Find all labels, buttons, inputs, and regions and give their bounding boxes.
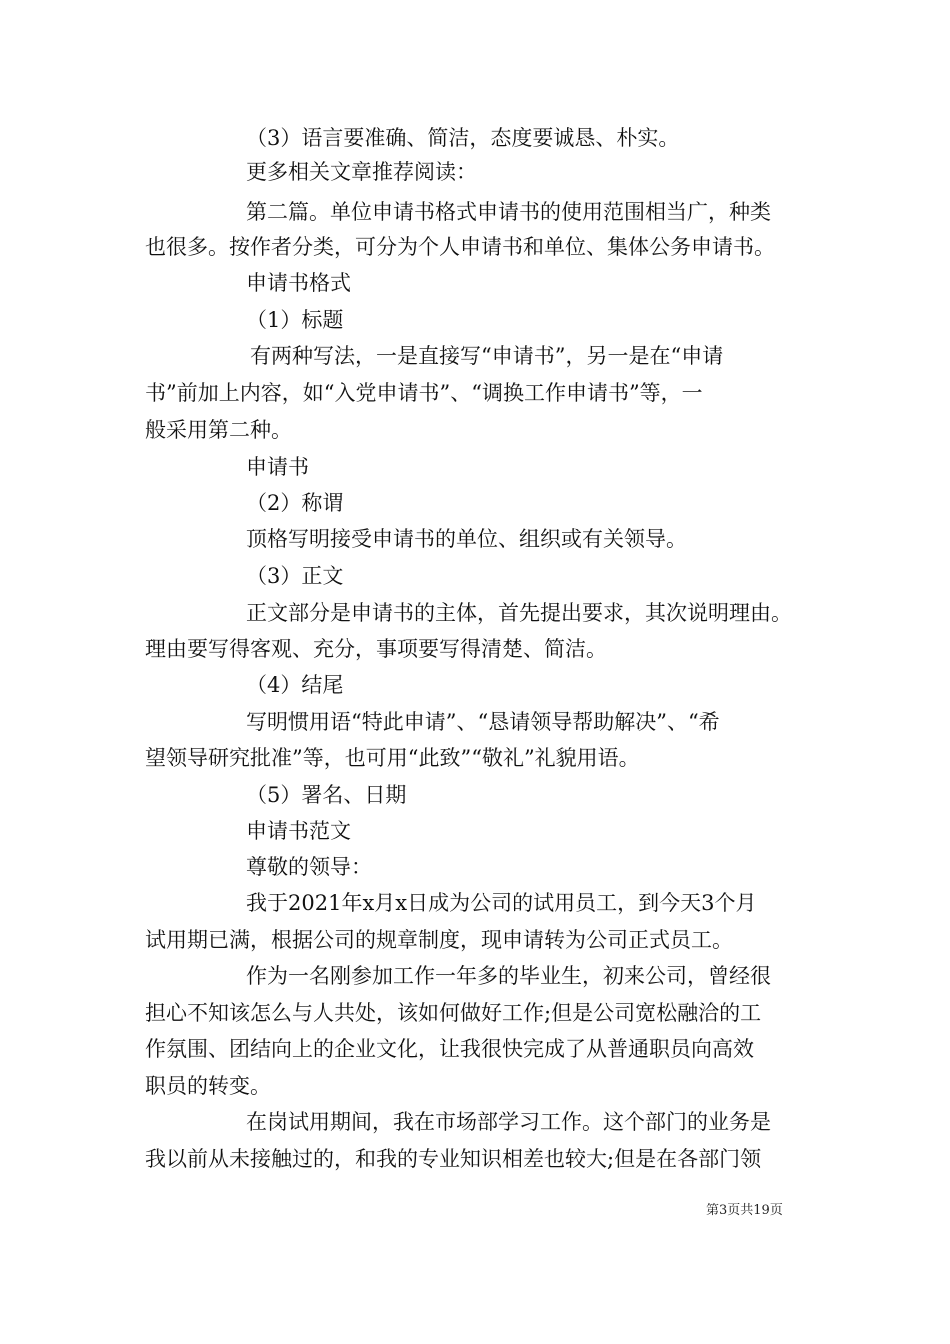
text-line: 书”前加上内容，如“入党申请书”、“调换工作申请书”等，一: [145, 381, 703, 405]
page-number: 第3页共19页: [706, 1203, 783, 1218]
subsection-heading: （3）正文: [246, 564, 344, 588]
text-line: 在岗试用期间，我在市场部学习工作。这个部门的业务是: [246, 1110, 771, 1134]
text-line: 望领导研究批准”等，也可用“此致”“敬礼”礼貌用语。: [145, 746, 640, 770]
text-line: 试用期已满，根据公司的规章制度，现申请转为公司正式员工。: [145, 928, 733, 952]
text-line: 职员的转变。: [145, 1074, 271, 1098]
text-line: 担心不知该怎么与人共处，该如何做好工作;但是公司宽松融洽的工: [145, 1001, 762, 1025]
salutation: 尊敬的领导：: [246, 855, 372, 879]
text-line: 申请书: [246, 455, 309, 479]
text-line: 般采用第二种。: [145, 418, 292, 442]
text-line: 有两种写法，一是直接写“申请书”，另一是在“申请: [250, 344, 724, 368]
section-heading: 申请书格式: [246, 271, 351, 295]
text-line: 作氛围、团结向上的企业文化，让我很快完成了从普通职员向高效: [145, 1037, 754, 1061]
text-line: 写明惯用语“特此申请”、“恳请领导帮助解决”、“希: [246, 710, 720, 734]
subsection-heading: （1）标题: [246, 308, 344, 332]
text-line: 顶格写明接受申请书的单位、组织或有关领导。: [246, 527, 687, 551]
subsection-heading: （4）结尾: [246, 673, 344, 697]
text-line: 理由要写得客观、充分，事项要写得清楚、简洁。: [145, 637, 607, 661]
text-line: （3）语言要准确、简洁，态度要诚恳、朴实。: [246, 126, 680, 150]
text-line: 第二篇。单位申请书格式申请书的使用范围相当广，种类: [246, 200, 771, 224]
text-line: 更多相关文章推荐阅读：: [246, 160, 477, 184]
subsection-heading: （2）称谓: [246, 491, 344, 515]
text-line: 正文部分是申请书的主体，首先提出要求，其次说明理由。: [246, 601, 792, 625]
text-line: 作为一名刚参加工作一年多的毕业生，初来公司，曾经很: [246, 964, 771, 988]
text-line: 也很多。按作者分类，可分为个人申请书和单位、集体公务申请书。: [145, 235, 775, 259]
text-line: 我于2021年x月x日成为公司的试用员工，到今天3个月: [246, 891, 757, 915]
section-heading: 申请书范文: [246, 819, 351, 843]
subsection-heading: （5）署名、日期: [246, 783, 407, 807]
text-line: 我以前从未接触过的，和我的专业知识相差也较大;但是在各部门领: [145, 1147, 762, 1171]
